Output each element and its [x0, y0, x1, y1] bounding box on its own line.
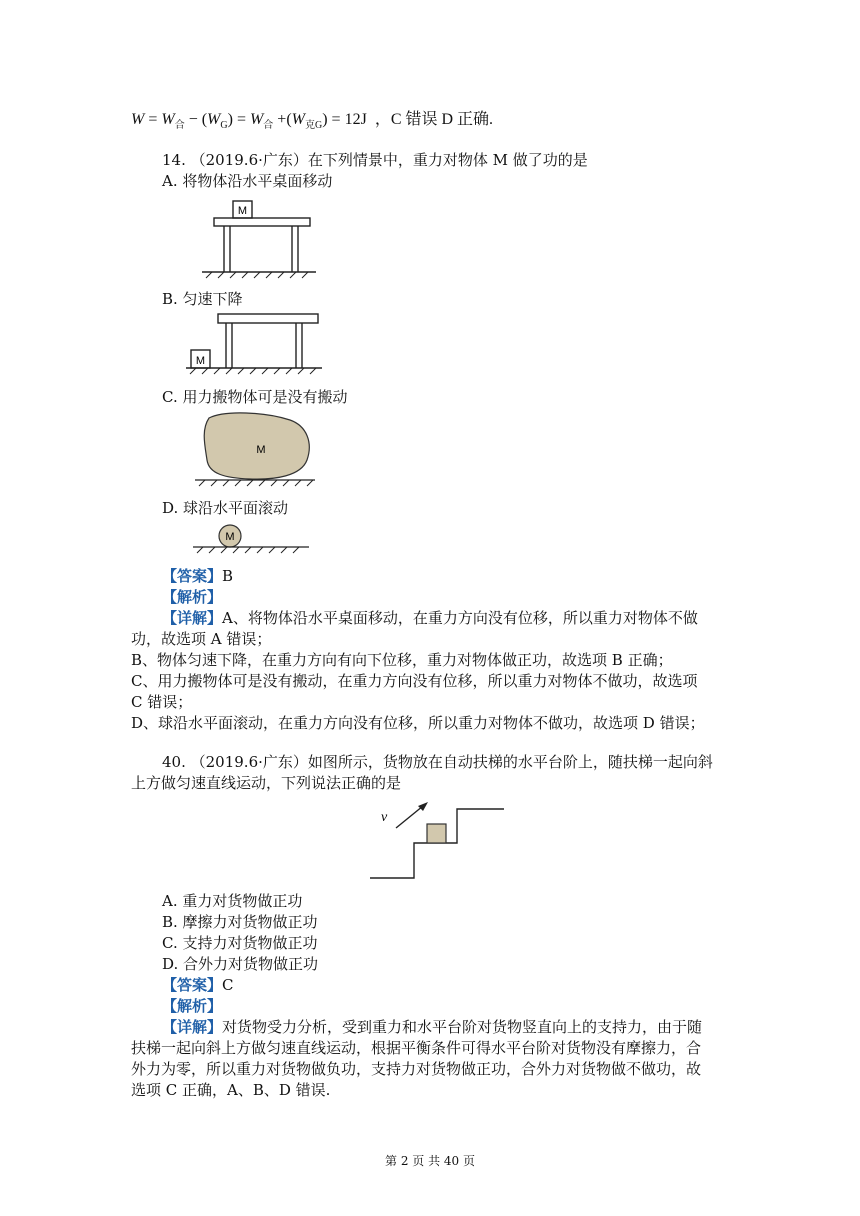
detail-tag: 【详解】 [162, 609, 223, 627]
rock-label: M [256, 444, 266, 456]
page-footer: 第 2 页 共 40 页 [385, 1154, 475, 1168]
formula-symbol: W [207, 111, 221, 128]
q40-option-d: D. 合外力对货物做正功 [162, 955, 319, 973]
q14-figure-c [195, 408, 320, 493]
question-40-stem: 40. （2019.6·广东）如图所示，货物放在自动扶梯的水平台阶上，随扶梯一起向斜 [162, 753, 713, 771]
q14-figure-d [193, 523, 313, 558]
q40-option-b: B. 摩擦力对货物做正功 [162, 913, 318, 931]
q14-answer [162, 566, 233, 587]
box-label: M [237, 205, 248, 217]
detail-tag: 【详解】 [162, 1018, 223, 1036]
q14-detail-6: D、球沿水平面滚动，在重力方向没有位移，所以重力对物体不做功，故选项 D 错误； [131, 714, 705, 732]
q40-option-c: C. 支持力对货物做正功 [162, 934, 318, 952]
q14-analysis [162, 587, 222, 608]
answer-value: B [222, 567, 234, 585]
formula-symbol: W [161, 111, 175, 128]
formula-symbol: W [249, 111, 264, 128]
formula-subscript: G [220, 120, 228, 132]
q14-option-c: C. 用力搬物体可是没有搬动 [162, 388, 348, 406]
ball-label: M [225, 531, 235, 543]
velocity-label: v [381, 810, 388, 825]
q40-detail-3: 外力为零，所以重力对货物做负功，支持力对货物做正功，合外力对货物做不做功，故 [131, 1060, 702, 1078]
q40-escalator-figure [368, 796, 508, 882]
q14-detail-3: B、物体匀速下降，在重力方向有向下位移，重力对物体做正功，故选项 B 正确； [131, 651, 673, 669]
analysis-tag: 【解析】 [162, 997, 223, 1015]
q14-detail-4: C、用力搬物体可是没有搬动，在重力方向没有位移，所以重力对物体不做功，故选项 [131, 672, 698, 690]
q14-figure-a [200, 198, 320, 278]
q40-analysis [162, 996, 222, 1017]
q14-option-b: B. 匀速下降 [162, 290, 243, 308]
formula-symbol: W [131, 111, 145, 128]
q40-detail-1: 【详解】对货物受力分析，受到重力和水平台阶对货物竖直向上的支持力，由于随 [162, 1018, 703, 1036]
answer-value: C [222, 976, 234, 994]
formula-conclusion: ，C 错误 D 正确. [374, 111, 494, 128]
formula-subscript: 合 [174, 120, 185, 132]
q40-detail-4: 选项 C 正确，A、B、D 错误. [131, 1081, 331, 1099]
q40-option-a: A. 重力对货物做正功 [162, 892, 303, 910]
formula-result: 12J [344, 111, 367, 128]
q14-detail-1: 【详解】A、将物体沿水平桌面移动，在重力方向没有位移，所以重力对物体不做 [162, 609, 698, 627]
formula-subscript: 克G [304, 120, 323, 132]
formula-symbol: W [291, 111, 305, 128]
q14-figure-b [184, 312, 324, 382]
q40-answer [162, 975, 234, 996]
question-14-stem: 14. （2019.6·广东）在下列情景中，重力对物体 M 做了功的是 [162, 151, 588, 169]
question-40-stem-2: 上方做匀速直线运动，下列说法正确的是 [131, 774, 402, 792]
formula-line: $W = W_合 - (W_G) = W_合 +(W_{克G}) = 12J$ ，C 错误 D 正确. [131, 111, 494, 132]
answer-tag: 【答案】 [162, 567, 223, 585]
q14-detail-5: C 错误； [131, 693, 193, 711]
q14-detail-2: 功，故选项 A 错误； [131, 630, 272, 648]
q40-detail-2: 扶梯一起向斜上方做匀速直线运动，根据平衡条件可得水平台阶对货物没有摩擦力，合 [131, 1039, 702, 1057]
answer-tag: 【答案】 [162, 976, 223, 994]
box-label: M [195, 355, 206, 367]
q14-option-d: D. 球沿水平面滚动 [162, 499, 289, 517]
q14-option-a: A. 将物体沿水平桌面移动 [162, 172, 333, 190]
analysis-tag: 【解析】 [162, 588, 223, 606]
formula-subscript: 合 [263, 120, 274, 132]
